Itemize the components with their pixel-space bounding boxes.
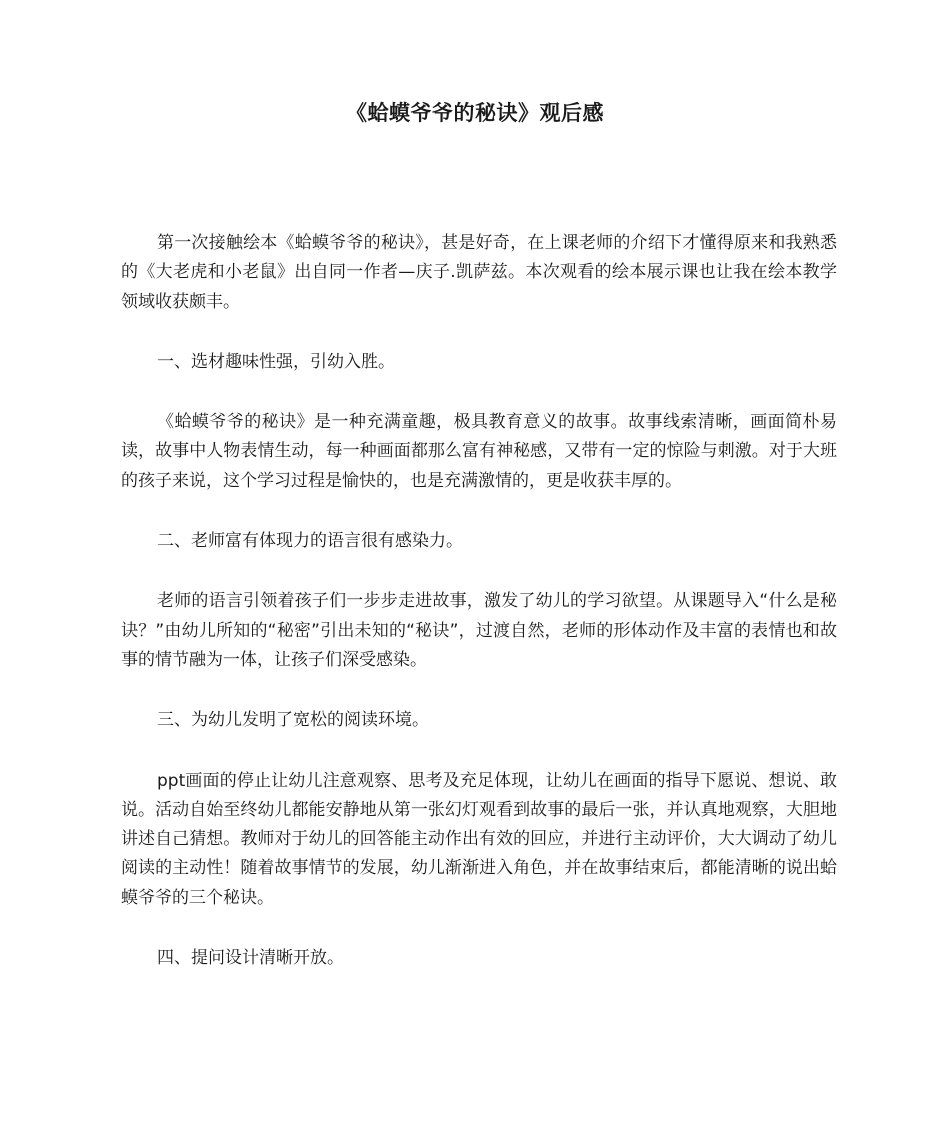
section-heading-3: 三、为幼儿发明了宽松的阅读环境。: [157, 710, 429, 731]
paragraph-section-3: ppt画面的停止让幼儿注意观察、思考及充足体现，让幼儿在画面的指导下愿说、想说、敢说。活动自始至终幼儿都能安静地从第一张幻灯观看到故事的最后一张，并认真地观察，大胆地讲述自己猜想。教师对于幼儿的回答能主动作出有效的回应，并进行主动评价，大大调动了幼儿阅读的主动性！随着故事情节的发展，幼儿渐渐进入角色，并在故事结束后，都能清晰的说出蛤蟆爷爷的三个秘诀。: [121, 770, 837, 908]
document-title: 《蛤蟆爷爷的秘诀》观后感: [346, 101, 604, 125]
section-heading-1: 一、选材趣味性强，引幼入胜。: [157, 351, 395, 372]
paragraph-intro: 第一次接触绘本《蛤蟆爷爷的秘诀》，甚是好奇，在上课老师的介绍下才懂得原来和我熟悉的《大老虎和小老鼠》出自同一作者—庆子.凯萨兹。本次观看的绘本展示课也让我在绘本教学领域收获颇丰。: [121, 233, 837, 312]
paragraph-section-2: 老师的语言引领着孩子们一步步走进故事，激发了幼儿的学习欲望。从课题导入“什么是秘诀？”由幼儿所知的“秘密”引出未知的“秘诀”，过渡自然，老师的形体动作及丰富的表情也和故事的情节融为一体，让孩子们深受感染。: [121, 591, 837, 670]
paragraph-section-1: 《蛤蟆爷爷的秘诀》是一种充满童趣，极具教育意义的故事。故事线索清晰，画面简朴易读，故事中人物表情生动，每一种画面都那么富有神秘感，又带有一定的惊险与刺激。对于大班的孩子来说，这个学习过程是愉快的，也是充满激情的，更是收获丰厚的。: [121, 412, 837, 491]
section-heading-2: 二、老师富有体现力的语言很有感染力。: [157, 531, 463, 552]
document-body: [121, 229, 837, 1004]
section-heading-4: 四、提问设计清晰开放。: [157, 948, 344, 969]
